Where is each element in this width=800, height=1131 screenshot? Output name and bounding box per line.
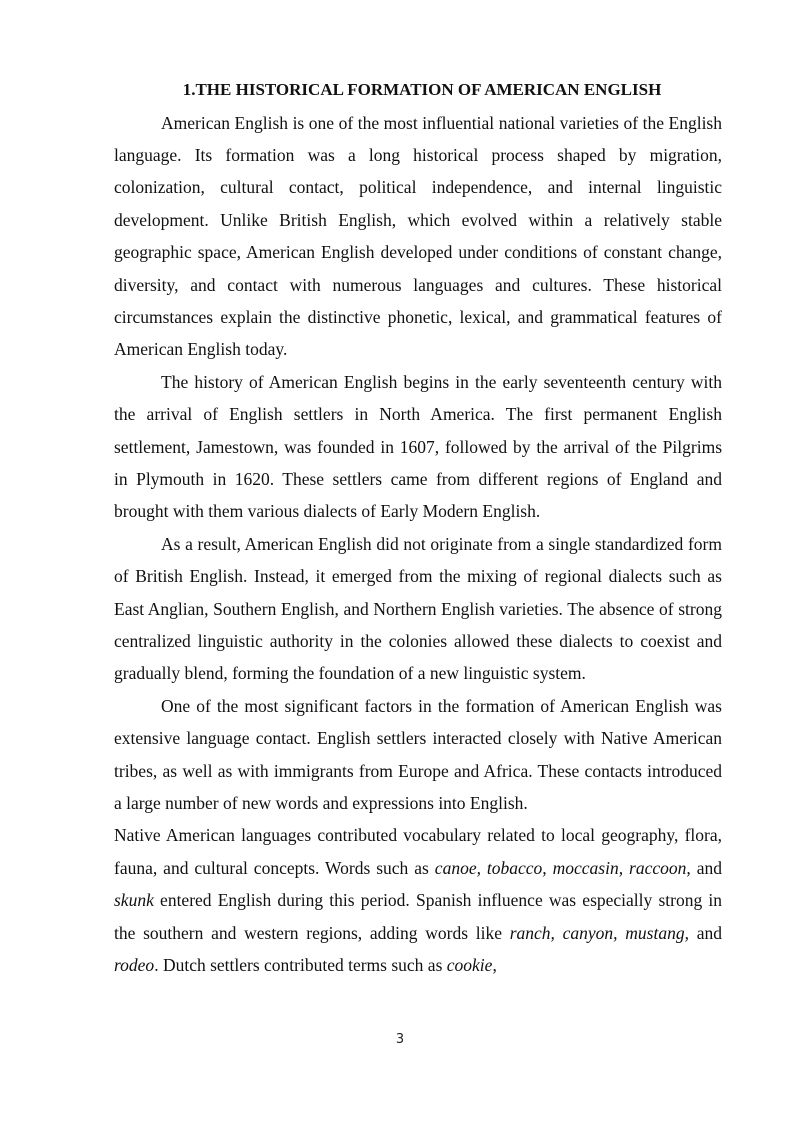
- paragraph-borrowed-vocabulary: [114, 819, 722, 981]
- page-number: 3: [395, 1032, 405, 1047]
- text-run: . Dutch settlers contributed terms such as: [154, 955, 447, 976]
- paragraph-settlement-history: The history of American English begins in the early seventeenth century with the arrival of English settlers in North America. The first permanent English settlement, Jamestown, was founded in 1607, followed by the arrival of the Pilgrims in Plymouth in 1620. These settlers came from different regions of England and brought with them various dialects of Early Modern English.: [114, 371, 722, 522]
- text-run: Native American languages contributed vocabulary related to local geography, flora, fauna, and cultural concepts. Words such as: [114, 825, 722, 878]
- example-word-skunk: skunk: [114, 890, 154, 911]
- chapter-title: 1.THE HISTORICAL FORMATION OF AMERICAN ENGLISH: [182, 80, 662, 99]
- paragraph-dialect-mixing: As a result, American English did not originate from a single standardized form of British English. Instead, it emerged from the mixing of regional dialects such as East Anglian, Southern English, and Northern English varieties. The absence of strong centralized linguistic authority in the colonies allowed these dialects to coexist and gradually blend, forming the foundation of a new linguistic system.: [114, 533, 722, 684]
- text-run: and: [688, 922, 722, 943]
- paragraph-language-contact: One of the most significant factors in the formation of American English was extensive language contact. English settlers interacted closely with Native American tribes, as well as with immigrants from Europe and Africa. These contacts introduced a large number of new words and expressions into English.: [114, 695, 722, 814]
- text-run: and: [690, 857, 722, 878]
- text-run: ,: [492, 955, 497, 976]
- example-word-rodeo: rodeo: [114, 955, 155, 976]
- example-word-cookie: cookie: [446, 955, 493, 976]
- text-run: entered English during this period. Spanish influence was especially strong in the southern and western regions, adding words like: [114, 890, 722, 943]
- example-words-spanish: ranch, canyon, mustang,: [509, 922, 689, 943]
- paragraph-intro: American English is one of the most influential national varieties of the English language. Its formation was a long historical process shaped by migration, colonization, cultural contact, political independence, and internal linguistic development. Unlike British English, which evolved within a relatively stable geographic space, American English developed under conditions of constant change, diversity, and contact with numerous languages and cultures. These historical circumstances explain the distinctive phonetic, lexical, and grammatical features of American English today.: [114, 112, 722, 360]
- example-words-native-american: canoe, tobacco, moccasin, raccoon,: [434, 857, 691, 878]
